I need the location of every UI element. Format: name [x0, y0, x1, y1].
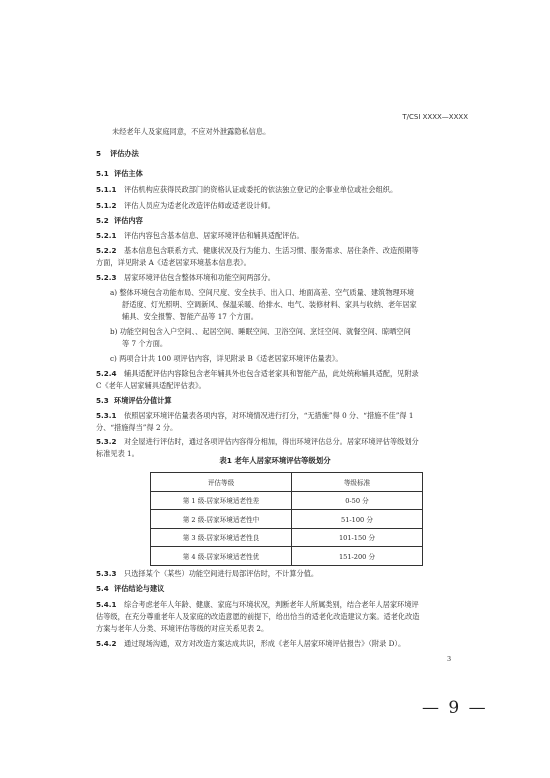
table-row	[151, 510, 423, 529]
table-cell-standard: 0-50 分	[292, 491, 423, 510]
clause-text: 对全屋进行评估时，通过各项评估内容得分相加，得出环境评估总分。居家环境评估等级划分	[124, 437, 419, 446]
clause-continuation: 分、“措施得当”得 2 分。	[96, 423, 178, 432]
clause	[96, 273, 275, 283]
subsection-number: 5.1	[96, 169, 109, 178]
page-number-small: 3	[447, 655, 452, 663]
table-cell-standard: 101-150 分	[292, 528, 423, 547]
clause	[96, 600, 419, 610]
clause-number: 5.2.2	[96, 246, 117, 255]
clause-continuation: 方面，详见附录 A《适老居家环境基本信息表》。	[96, 258, 251, 267]
clause	[96, 246, 419, 256]
clause-text: 评估内容包含基本信息、居家环境评估和辅具适配评估。	[124, 231, 304, 240]
clause	[96, 231, 304, 241]
clause-text: 辅具适配评估内容除包含老年辅具外也包含适老家具和智能产品，此处统称辅具适配，见附录	[124, 369, 419, 378]
table-title: 表1 老年人居家环境评估等级划分	[219, 456, 331, 465]
clause	[96, 201, 275, 211]
paragraph-line: 未经老年人及家庭同意，不应对外泄露隐私信息。	[112, 127, 271, 136]
subsection-title: 评估内容	[114, 216, 143, 225]
table-header-cell: 等级标准	[292, 473, 423, 492]
clause	[96, 185, 397, 195]
table-cell-grade: 第 2 级-居家环境适老性中	[151, 510, 292, 529]
clause-number: 5.2.1	[96, 231, 117, 240]
table-header-cell: 评估等级	[151, 473, 292, 492]
table-cell-grade: 第 4 级-居家环境适老性优	[151, 547, 292, 566]
clause	[96, 411, 413, 421]
subsection-title: 评估主体	[114, 169, 143, 178]
page-number-large: — 9 —	[422, 698, 488, 718]
clause	[96, 639, 405, 649]
clause-number: 5.1.1	[96, 185, 117, 194]
table-row	[151, 547, 423, 566]
list-item-b: b) 功能空间包含入户空间、、起居空间、睡眠空间、卫浴空间、烹饪空间、就餐空间、晾晒空间	[110, 327, 411, 336]
subsection-heading	[96, 169, 143, 179]
subsection-heading	[96, 216, 143, 226]
clause-text: 通过现场沟通，双方对改造方案达成共识，形成《老年人居家环境评估报告》（附录 D）。	[124, 639, 406, 648]
list-item-continuation: 辅具、安全报警、智能产品等 17 个方面。	[122, 312, 258, 321]
section-number: 5	[96, 149, 102, 158]
subsection-number: 5.2	[96, 216, 109, 225]
clause	[96, 437, 419, 447]
list-item-a: a) 整体环境包含功能布局、空间尺度、安全扶手、出入口、地面高差、空气质量、建筑物理环境	[110, 288, 415, 297]
subsection-heading	[96, 396, 172, 406]
table-cell-standard: 51-100 分	[292, 510, 423, 529]
subsection-number: 5.4	[96, 584, 109, 593]
clause-text: 只选择某个（某些）功能空间进行局部评估时，不计算分值。	[124, 569, 319, 578]
document-number: T/CSI XXXX—XXXX	[402, 113, 468, 121]
clause-number: 5.3.1	[96, 411, 117, 420]
clause-continuation: 估等级，在充分尊重老年人及家庭的改造意愿的前提下，给出恰当的适老化改造建议方案。适老化改造	[96, 612, 420, 621]
clause	[96, 569, 318, 579]
subsection-title: 环境评估分值计算	[114, 396, 172, 405]
clause-number: 5.3.2	[96, 437, 117, 446]
table-row	[151, 491, 423, 510]
section-heading	[96, 149, 139, 159]
clause	[96, 369, 419, 379]
clause-text: 评估人员应为适老化改造评估师或适老设计师。	[124, 201, 275, 210]
clause-number: 5.3.3	[96, 569, 117, 578]
section-title: 评估办法	[110, 149, 139, 158]
clause-text: 基本信息包含联系方式、健康状况及行为能力、生活习惯、服务需求、居住条件、改造预期等	[124, 246, 419, 255]
list-item-c: c) 两项合计共 100 项评估内容，详见附录 B《适老居家环境评估量表》。	[110, 354, 343, 363]
subsection-number: 5.3	[96, 396, 109, 405]
table-row	[151, 528, 423, 547]
subsection-title: 评估结论与建议	[114, 584, 165, 593]
table-cell-grade: 第 1 级-居家环境适老性差	[151, 491, 292, 510]
list-item-continuation: 等 7 个方面。	[122, 339, 168, 348]
clause-continuation: C《老年人居家辅具适配评估表》。	[96, 381, 206, 390]
table-header-row	[151, 473, 423, 492]
clause-continuation: 方案与老年人分类、环境评估等级的对应关系见表 2。	[96, 624, 269, 633]
clause-number: 5.2.4	[96, 369, 117, 378]
table-cell-standard: 151-200 分	[292, 547, 423, 566]
clause-text: 居家环境评估包含整体环境和功能空间两部分。	[124, 273, 275, 282]
clause-text: 评估机构应获得民政部门的资格认证或委托的依法独立登记的企事业单位或社会组织。	[124, 185, 398, 194]
subsection-heading	[96, 584, 164, 594]
clause-number: 5.4.2	[96, 639, 117, 648]
clause-number: 5.4.1	[96, 600, 117, 609]
clause-number: 5.2.3	[96, 273, 117, 282]
clause-text: 综合考虑老年人年龄、健康、家庭与环境状况，判断老年人所属类别，结合老年人居家环境评	[124, 600, 419, 609]
clause-continuation: 标准见表 1。	[96, 449, 139, 458]
clause-text: 依照居家环境评估量表各项内容，对环境情况进行打分，“无措施”得 0 分、“措施不佳”得 1	[124, 411, 414, 420]
list-item-continuation: 舒适度、灯光照明、空调新风、保温采暖、给排水、电气、装修材料、家具与收纳、老年居家	[122, 300, 417, 309]
clause-number: 5.1.2	[96, 201, 117, 210]
table-cell-grade: 第 3 级-居家环境适老性良	[151, 528, 292, 547]
grade-table	[150, 472, 423, 566]
